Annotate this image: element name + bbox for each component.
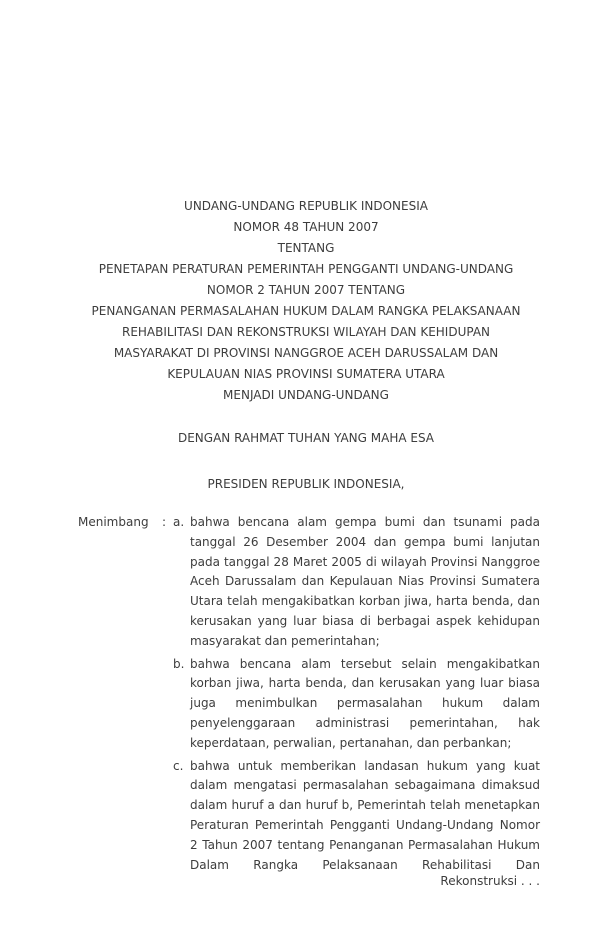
item-marker: a. [173,515,185,529]
law-title-line: NOMOR 48 TAHUN 2007 [233,220,379,234]
law-title-line: PENANGANAN PERMASALAHAN HUKUM DALAM RANGKA PELAKSANAAN [91,304,521,318]
item-text: bahwa untuk memberikan landasan hukum yang kuat dalam mengatasi permasalahan sebagaimana dimaksud dalam huruf a dan huruf b, Pemerintah telah menetapkan Peraturan Pemerintah Pengganti Undang-Undang Nomor 2 Tahun 2007 tentang Penanganan Permasalahan Hukum Dalam Rangka Pelaksanaan Rehabilitasi Dan [190,758,540,872]
considerations-colon: : [162,515,167,529]
consideration-item-b [173,655,540,754]
law-title-line: MENJADI UNDANG-UNDANG [223,388,389,402]
law-title-line: UNDANG-UNDANG REPUBLIK INDONESIA [184,199,428,213]
consideration-item-c [173,757,540,876]
item-text: bahwa bencana alam gempa bumi dan tsunami pada tanggal 26 Desember 2004 dan gempa bumi lanjutan pada tanggal 28 Maret 2005 di wilayah Provinsi Nanggroe Aceh Darussalam dan Kepulauan Nias Provinsi Sumatera Utara telah mengakibatkan korban jiwa, harta benda, dan kerusakan yang luar biasa di berbagai aspek kehidupan masyarakat dan pemerintahan; [190,515,540,648]
considerations-items [173,513,540,875]
consideration-item-a [173,513,540,652]
law-title-line: TENTANG [277,241,335,255]
issuer-line: PRESIDEN REPUBLIK INDONESIA, [207,477,405,491]
law-title-line: NOMOR 2 TAHUN 2007 TENTANG [206,283,406,297]
law-title-line: KEPULAUAN NIAS PROVINSI SUMATERA UTARA [167,367,445,381]
considerations-row [78,513,540,875]
law-title-line: REHABILITASI DAN REKONSTRUKSI WILAYAH DAN KEHIDUPAN [121,325,491,339]
item-marker: c. [173,758,184,773]
law-title-line: PENETAPAN PERATURAN PEMERINTAH PENGGANTI UNDANG-UNDANG [98,262,514,276]
law-title [36,196,576,406]
invocation-line: DENGAN RAHMAT TUHAN YANG MAHA ESA [177,431,435,445]
considerations-label: Menimbang [78,515,149,529]
item-text: bahwa bencana alam tersebut selain mengakibatkan korban jiwa, harta benda, dan kerusakan yang luar biasa juga menimbulkan permasalahan hukum dalam penyelenggaraan administrasi pemerintahan, hak keperdataan, perwalian, pertanahan, dan perbankan; [190,656,540,750]
considerations-section [78,513,540,875]
item-marker: b. [173,656,185,671]
law-title-line: MASYARAKAT DI PROVINSI NANGGROE ACEH DARUSSALAM DAN [113,346,499,360]
page-catchword: Rekonstruksi . . . [440,874,540,888]
